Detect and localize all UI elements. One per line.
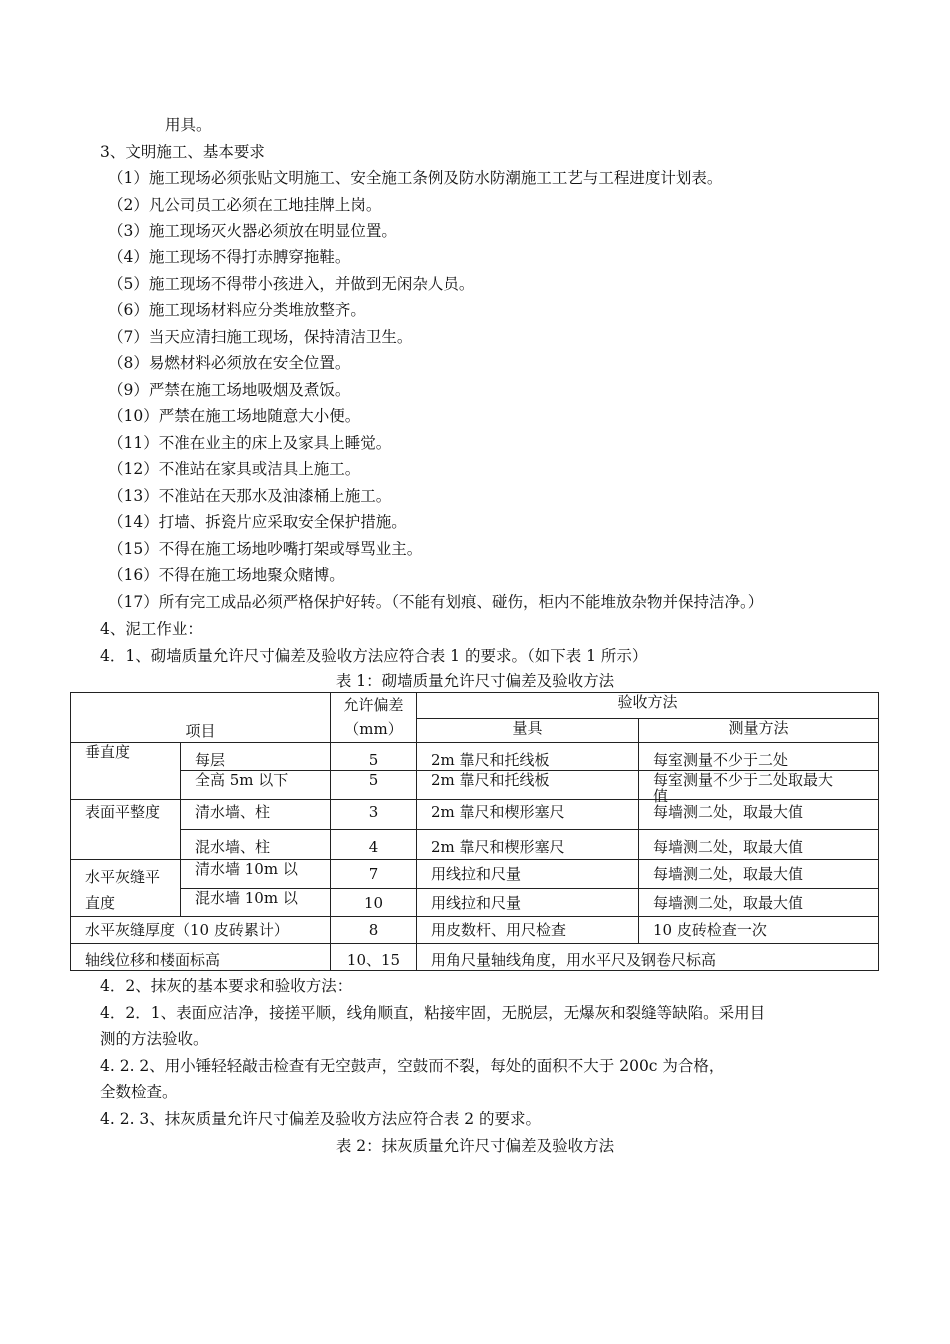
- table-cell: 水平灰缝厚度（10 皮砖累计）: [71, 917, 331, 944]
- table-cell: 混水墙、柱: [181, 830, 331, 860]
- table-row: [71, 917, 879, 944]
- header-tolerance: 允许偏差 （mm）: [331, 693, 417, 743]
- row-group-label: 垂直度: [71, 743, 181, 800]
- paragraph-4-2-1-cont: 测的方法验收。: [100, 1030, 209, 1048]
- section-4-2-heading: 4．2、抹灰的基本要求和验收方法：: [100, 977, 353, 995]
- list-item: （12）不准站在家具或洁具上施工。: [108, 460, 361, 478]
- list-item: （17）所有完工成品必须严格保护好转。（不能有划痕、碰伤，柜内不能堆放杂物并保持洁净。）: [108, 593, 764, 611]
- list-item: （14）打墙、拆瓷片应采取安全保护措施。: [108, 513, 407, 531]
- table-row: [71, 771, 879, 800]
- table-row: [71, 800, 879, 830]
- table-cell: 3: [331, 800, 417, 830]
- table-cell: 10、15: [331, 944, 417, 971]
- list-item: （6）施工现场材料应分类堆放整齐。: [108, 301, 366, 319]
- table-cell: 8: [331, 917, 417, 944]
- table-row: [71, 944, 879, 971]
- table-cell: 2m 靠尺和托线板: [417, 771, 639, 800]
- table-cell: 每墙测二处，取最大值: [639, 860, 879, 889]
- list-item: （9）严禁在施工场地吸烟及煮饭。: [108, 381, 351, 399]
- table-row: [71, 743, 879, 771]
- list-item: （11）不准在业主的床上及家具上睡觉。: [108, 434, 392, 452]
- paragraph-4-2-2: 4. 2. 2、用小锤轻轻敲击检查有无空鼓声，空鼓而不裂，每处的面积不大于 200c 为合格，: [100, 1057, 725, 1075]
- table-cell: 2m 靠尺和楔形塞尺: [417, 830, 639, 860]
- list-item: （4）施工现场不得打赤膊穿拖鞋。: [108, 248, 351, 266]
- table-cell: 用角尺量轴线角度，用水平尺及钢卷尺标高: [417, 944, 879, 971]
- list-item: （8）易燃材料必须放在安全位置。: [108, 354, 351, 372]
- list-item: （2）凡公司员工必须在工地挂牌上岗。: [108, 196, 382, 214]
- section-3-heading: 3、文明施工、基本要求: [100, 143, 265, 161]
- header-method-group: 验收方法: [417, 693, 879, 719]
- list-item: （15）不得在施工场地吵嘴打架或辱骂业主。: [108, 540, 423, 558]
- table-cell: 混水墙 10m 以: [181, 888, 331, 917]
- table-cell: 清水墙、柱: [181, 800, 331, 830]
- table-cell: 轴线位移和楼面标高: [71, 944, 331, 971]
- table-1-caption: 表 1：砌墙质量允许尺寸偏差及验收方法: [335, 672, 615, 690]
- table-row: [71, 860, 879, 889]
- table-row: [71, 693, 879, 719]
- paragraph-4-2-3: 4. 2. 3、抹灰质量允许尺寸偏差及验收方法应符合表 2 的要求。: [100, 1110, 542, 1128]
- section-4-heading: 4、泥工作业：: [100, 620, 203, 638]
- table-cell: 每墙测二处，取最大值: [639, 830, 879, 860]
- list-item: （5）施工现场不得带小孩进入，并做到无闲杂人员。: [108, 275, 475, 293]
- table-cell: 用线拉和尺量: [417, 860, 639, 889]
- list-item: （1）施工现场必须张贴文明施工、安全施工条例及防水防潮施工工艺与工程进度计划表。: [108, 169, 723, 187]
- table-cell: 10: [331, 888, 417, 917]
- list-item: （3）施工现场灭火器必须放在明显位置。: [108, 222, 397, 240]
- list-item: （7）当天应清扫施工现场，保持清洁卫生。: [108, 328, 413, 346]
- paragraph-4-2-1: 4．2．1、表面应洁净，接搓平顺，线角顺直，粘接牢固，无脱层，无爆灰和裂缝等缺陷。采用目: [100, 1004, 766, 1022]
- table-cell: 4: [331, 830, 417, 860]
- list-item: （13）不准站在天那水及油漆桶上施工。: [108, 487, 392, 505]
- header-tool: 量具: [417, 719, 639, 743]
- table-cell: 5: [331, 743, 417, 771]
- list-item: （16）不得在施工场地聚众赌博。: [108, 566, 345, 584]
- intro-tail: 用具。: [165, 116, 212, 134]
- table-cell: 清水墙 10m 以: [181, 860, 331, 889]
- header-measure: 测量方法: [639, 719, 879, 743]
- table-cell: 用皮数杆、用尺检查: [417, 917, 639, 944]
- paragraph-4-1: 4．1、砌墙质量允许尺寸偏差及验收方法应符合表 1 的要求。（如下表 1 所示）: [100, 647, 648, 665]
- list-item: （10）严禁在施工场地随意大小便。: [108, 407, 361, 425]
- table-cell: 10 皮砖检查一次: [639, 917, 879, 944]
- table-cell: 2m 靠尺和托线板: [417, 743, 639, 771]
- table-2-caption: 表 2：抹灰质量允许尺寸偏差及验收方法: [335, 1137, 615, 1155]
- table-cell: 每墙测二处，取最大值: [639, 800, 879, 830]
- table-cell: 7: [331, 860, 417, 889]
- table-cell: 每墙测二处，取最大值: [639, 888, 879, 917]
- table-cell: 5: [331, 771, 417, 800]
- paragraph-4-2-2-cont: 全数检查。: [100, 1083, 178, 1101]
- table-cell: 2m 靠尺和楔形塞尺: [417, 800, 639, 830]
- table-cell: 每层: [181, 743, 331, 771]
- table-cell: 用线拉和尺量: [417, 888, 639, 917]
- table-cell: 每室测量不少于二处: [639, 743, 879, 771]
- header-item: 项目: [71, 693, 331, 743]
- table-1: [70, 692, 879, 971]
- table-cell: 每室测量不少于二处取最大 值: [639, 771, 879, 800]
- table-row: [71, 888, 879, 917]
- row-group-label: 水平灰缝平 直度: [71, 860, 181, 917]
- table-cell: 全高 5m 以下: [181, 771, 331, 800]
- table-row: [71, 830, 879, 860]
- row-group-label: 表面平整度: [71, 800, 181, 860]
